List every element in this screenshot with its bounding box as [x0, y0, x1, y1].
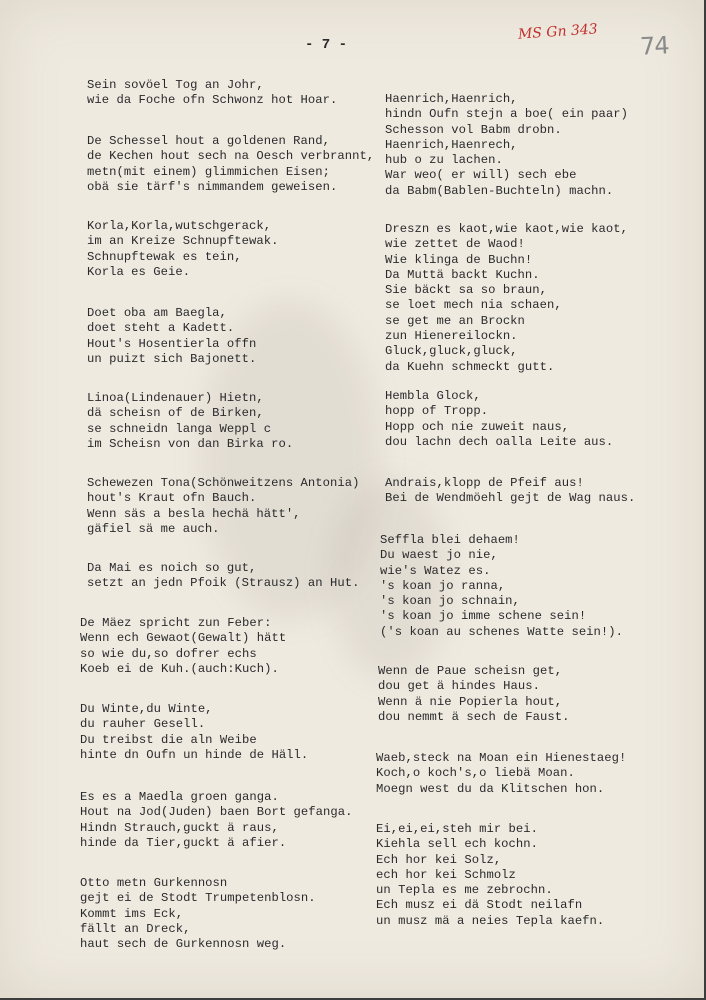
right-verse: Waeb,steck na Moan ein Hienestaeg! Koch,o koch's,o liebä Moan. Moegn west du da Klitschen hon. — [376, 751, 627, 796]
page-number: - 7 - — [305, 37, 348, 53]
right-verse: Ei,ei,ei,steh mir bei. Kiehla sell ech kochn. Ech hor kei Solz, ech hor kei Schmolz un Tepla es me zebrochn. Ech musz ei dä Stodt neilafn un musz mä a neies Tepla kaefn. — [376, 822, 605, 928]
left-verse: Otto metn Gurkennosn gejt ei de Stodt Trumpetenblosn. Kommt ims Eck, fällt an Dreck, haut sech de Gurkennosn weg. — [80, 876, 316, 952]
archive-mark: MS Gn 343 — [517, 21, 599, 43]
folio-number: 74 — [639, 31, 670, 61]
right-verse: Seffla blei dehaem! Du waest jo nie, wie's Watez es. 's koan jo ranna, 's koan jo schnain, 's koan jo imme schene sein! ('s koan au schenes Watte sein!). — [380, 533, 624, 639]
left-verse: Schewezen Tona(Schönweitzens Antonia) hout's Kraut ofn Bauch. Wenn säs a besla hechä hätt', gäfiel sä me auch. — [87, 476, 360, 536]
left-verse: Da Mai es noich so gut, setzt an jedn Pfoik (Strausz) an Hut. — [87, 561, 360, 591]
right-verse: Wenn de Paue scheisn get, dou get ä hindes Haus. Wenn ä nie Popierla hout, dou nemmt ä sech de Faust. — [378, 664, 570, 724]
left-verse: Es es a Maedla groen ganga. Hout na Jod(Juden) baen Bort gefanga. Hindn Strauch,guckt ä raus, hinde da Tier,guckt ä afier. — [80, 790, 353, 850]
left-verse: De Mäez spricht zun Feber: Wenn ech Gewaot(Gewalt) hätt so wie du,so dofrer echs Koeb ei de Kuh.(auch:Kuch). — [80, 616, 287, 676]
left-verse: Doet oba am Baegla, doet steht a Kadett. Hout's Hosentierla offn un puizt sich Bajonett. — [87, 306, 257, 366]
left-verse: De Schessel hout a goldenen Rand, de Kechen hout sech na Oesch verbrannt, metn(mit einem) glimmichen Eisen; obä sie tärf's nimmandem geweisen. — [87, 134, 375, 194]
right-verse: Dreszn es kaot,wie kaot,wie kaot, wie zettet de Waod! Wie klinga de Buchn! Da Muttä backt Kuchn. Sie bäckt sa so braun, se loet mech nia schaen, se get me an Brockn zun Hienereilockn. Gluck,gluck,gluck, da Kuehn schmeckt gutt. — [385, 222, 629, 374]
left-verse: Korla,Korla,wutschgerack, im an Kreize Schnupftewak. Schnupftewak es tein, Korla es Geie. — [87, 219, 279, 279]
left-verse: Sein sovöel Tog an Johr, wie da Foche ofn Schwonz hot Hoar. — [87, 78, 338, 108]
right-verse: Haenrich,Haenrich, hindn Oufn stejn a boe( ein paar) Schesson vol Babm drobn. Haenrich,Haenrech, hub o zu lachen. War weo( er will) sech ebe da Babm(Bablen-Buchteln) machn. — [385, 92, 629, 198]
right-verse: Hembla Glock, hopp of Tropp. Hopp och nie zuweit naus, dou lachn dech oalla Leite aus. — [385, 389, 614, 449]
right-verse: Andrais,klopp de Pfeif aus! Bei de Wendmöehl gejt de Wag naus. — [385, 476, 636, 506]
left-verse: Du Winte,du Winte, du rauher Gesell. Du treibst die aln Weibe hinte dn Oufn un hinde de Häll. — [80, 702, 309, 762]
left-verse: Linoa(Lindenauer) Hietn, dä scheisn of de Birken, se schneidn langa Weppl c im Scheisn von dan Birka ro. — [87, 391, 294, 451]
